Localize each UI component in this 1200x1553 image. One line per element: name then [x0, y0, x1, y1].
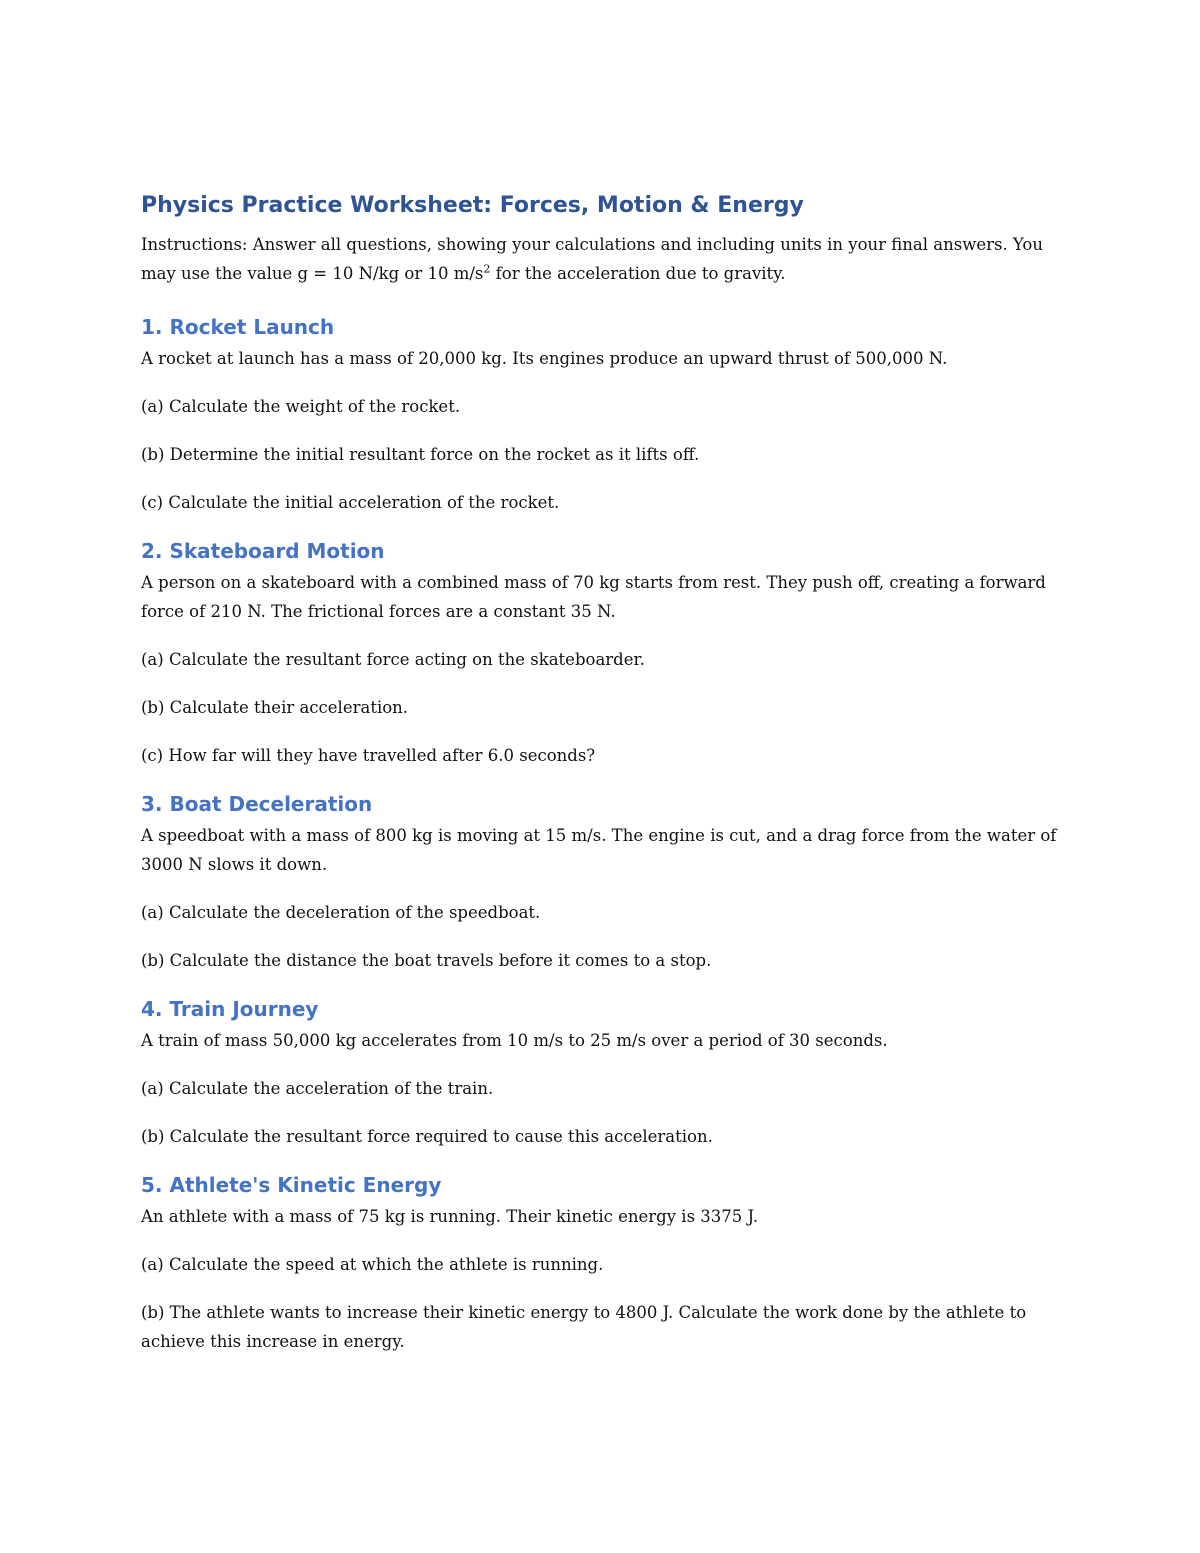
document-title: Physics Practice Worksheet: Forces, Motion & Energy — [141, 193, 804, 218]
question-2-section — [141, 536, 1061, 770]
question-2-part-a: (a) Calculate the resultant force acting on the skateboarder. — [141, 650, 645, 669]
question-3-part-b: (b) Calculate the distance the boat travels before it comes to a stop. — [141, 951, 712, 970]
question-3-part-a: (a) Calculate the deceleration of the speedboat. — [141, 903, 541, 922]
question-1-section — [141, 312, 1061, 517]
instructions-text-end: for the acceleration due to gravity. — [490, 264, 786, 283]
question-4-part-b: (b) Calculate the resultant force required to cause this acceleration. — [141, 1127, 713, 1146]
question-4-heading: 4. Train Journey — [141, 997, 319, 1021]
instructions-text: Instructions: Answer all questions, showing your calculations and including units in your final answers. You may use the value g = 10 N/kg or 10 m/s — [141, 235, 1043, 283]
instructions-superscript: 2 — [483, 262, 491, 276]
question-3-heading: 3. Boat Deceleration — [141, 792, 373, 816]
question-1-text: A rocket at launch has a mass of 20,000 kg. Its engines produce an upward thrust of 500,000 N. — [141, 349, 948, 368]
question-1-part-b: (b) Determine the initial resultant force on the rocket as it lifts off. — [141, 445, 700, 464]
question-4-text: A train of mass 50,000 kg accelerates from 10 m/s to 25 m/s over a period of 30 seconds. — [141, 1031, 888, 1050]
question-5-heading: 5. Athlete's Kinetic Energy — [141, 1173, 442, 1197]
question-4-section — [141, 994, 1061, 1151]
question-2-text: A person on a skateboard with a combined mass of 70 kg starts from rest. They push off, creating a forward force of 210 N. The frictional forces are a constant 35 N. — [141, 573, 1046, 621]
question-1-heading: 1. Rocket Launch — [141, 315, 335, 339]
question-1-part-a: (a) Calculate the weight of the rocket. — [141, 397, 461, 416]
question-5-part-a: (a) Calculate the speed at which the athlete is running. — [141, 1255, 604, 1274]
question-5-text: An athlete with a mass of 75 kg is running. Their kinetic energy is 3375 J. — [141, 1207, 759, 1226]
question-5-part-b: (b) The athlete wants to increase their kinetic energy to 4800 J. Calculate the work done by the athlete to achieve this increase in energy. — [141, 1303, 1027, 1351]
instructions-paragraph — [141, 230, 1061, 288]
question-3-section — [141, 789, 1061, 975]
question-2-heading: 2. Skateboard Motion — [141, 539, 385, 563]
question-3-text: A speedboat with a mass of 800 kg is moving at 15 m/s. The engine is cut, and a drag force from the water of 3000 N slows it down. — [141, 826, 1057, 874]
question-2-part-c: (c) How far will they have travelled after 6.0 seconds? — [141, 746, 596, 765]
worksheet-page — [141, 190, 1061, 1375]
question-4-part-a: (a) Calculate the acceleration of the train. — [141, 1079, 494, 1098]
question-2-part-b: (b) Calculate their acceleration. — [141, 698, 409, 717]
question-1-part-c: (c) Calculate the initial acceleration of the rocket. — [141, 493, 560, 512]
question-5-section — [141, 1170, 1061, 1356]
